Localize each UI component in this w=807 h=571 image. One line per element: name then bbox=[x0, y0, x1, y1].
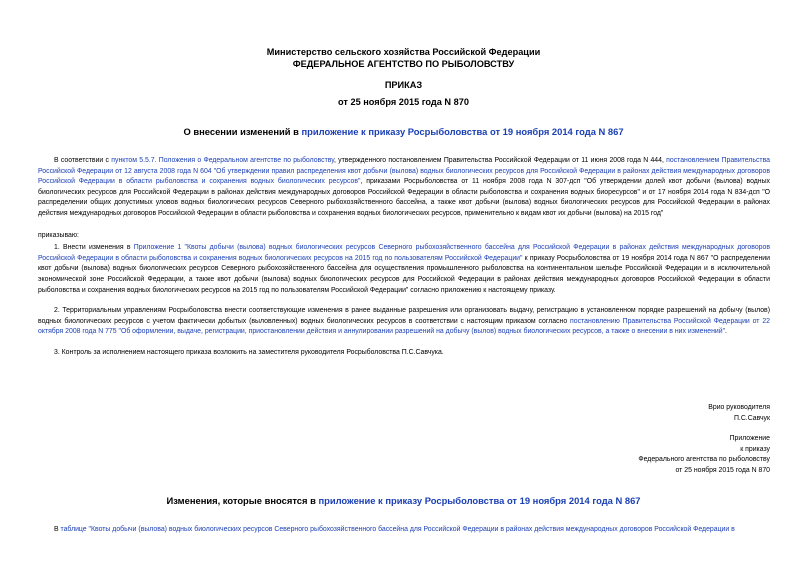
document-type: ПРИКАЗ bbox=[384, 80, 423, 90]
ministry-name: Министерство сельского хозяйства Российской Федерации bbox=[266, 47, 541, 57]
item-1-link-appendix[interactable]: Приложение 1 "Квоты добычи (вылова) водных биологических ресурсов Северного рыбохозяйственного бассейна для Российской Федерации в районах действия международных договоров Российской Федерации в области рыболовства и сохранения водных биологических ресурсов на 2015 год по пользователям Российской Федерации" bbox=[38, 244, 770, 262]
appendix-line-1: Приложение bbox=[729, 435, 770, 442]
item-1-text-1: 1. Внести изменения в bbox=[54, 244, 134, 252]
changes-title-prefix: Изменения, которые вносятся в bbox=[166, 495, 319, 506]
intro-text-3: , приказами Росрыболовства от 11 ноября 2008 года N 307-дсп "Об утверждении долей квот добычи (вылова) водных биологических ресурсов для Российской Федерации в районах действия международных договоров Российской Федерации в области рыболовства и сохранения водных биоресурсов" и от 17 ноября 2014 года N 834-дсп "О распределении общих допустимых уловов водных биологических ресурсов Северного рыбохозяйственного бассейна, а также квот добычи (вылова) водных биологических ресурсов для Российской Федерации в районах действия международных договоров Российской Федерации в области рыболовства и сохранения водных биологических ресурсов, применительно к видам квот их добычи (вылова) на 2015 год" bbox=[38, 178, 770, 217]
agency-name: ФЕДЕРАЛЬНОЕ АГЕНТСТВО ПО РЫБОЛОВСТВУ bbox=[292, 59, 515, 69]
intro-text-1: В соответствии с bbox=[54, 157, 112, 164]
appendix-block bbox=[638, 434, 770, 476]
document-title bbox=[0, 126, 807, 138]
intro-link-regulation[interactable]: пунктом 5.5.7. Положения о Федеральном агентстве по рыболовству bbox=[111, 157, 334, 164]
item-1-paragraph bbox=[38, 243, 770, 296]
signature-position: Врио руководителя bbox=[708, 404, 770, 411]
changes-first-line bbox=[38, 525, 778, 536]
changes-title bbox=[0, 495, 807, 507]
item-2-text-2: . bbox=[725, 328, 727, 336]
appendix-line-4: от 25 ноября 2015 года N 870 bbox=[675, 466, 770, 474]
last-line-text: В bbox=[54, 526, 61, 533]
appendix-line-3: Федерального агентства по рыболовству bbox=[638, 456, 770, 464]
title-link[interactable]: приложение к приказу Росрыболовства от 19 ноября 2014 года N 867 bbox=[301, 126, 624, 137]
intro-text-2: , утвержденного постановлением Правительства Российской Федерации от 11 июня 2008 года N 444, bbox=[334, 157, 667, 164]
changes-title-link[interactable]: приложение к приказу Росрыболовства от 19 ноября 2014 года N 867 bbox=[318, 495, 641, 506]
signature-name: П.С.Савчук bbox=[733, 414, 770, 422]
title-prefix: О внесении изменений в bbox=[183, 126, 302, 137]
item-1-text-2: к приказу Росрыболовства от 19 ноября 2014 года N 867 "О распределении квот добычи (вылова) водных биологических ресурсов Северного рыбохозяйственного бассейна для осуществления промышленного рыболовства на континентальном шельфе Российской Федерации и в исключительной экономической зоне Российской Федерации, а также квот добычи (вылова) водных биологических ресурсов для Российской Федерации в районах действия международных договоров Российской Федерации в области рыболовства и сохранения водных биологических ресурсов на 2015 год по пользователям Российской Федерации" согласно приложению к настоящему приказу. bbox=[38, 254, 770, 294]
document-body bbox=[38, 156, 770, 359]
document-date: от 25 ноября 2015 года N 870 bbox=[338, 97, 469, 107]
item-2-link-decree-775[interactable]: постановлению Правительства Российской Федерации от 22 октября 2008 года N 775 "Об оформлении, выдаче, регистрации, приостановлении действия и аннулировании разрешений на добычу (вылов) водных биологических ресурсов, а также о внесении в них изменений" bbox=[38, 317, 770, 336]
last-line-table-link[interactable]: таблице "Квоты добычи (вылова) водных биологических ресурсов Северного рыбохозяйственного бассейна для Российской Федерации в районах действия международных договоров Российской Федерации в bbox=[60, 526, 735, 533]
intro-paragraph bbox=[38, 156, 770, 220]
order-word: приказываю: bbox=[38, 231, 79, 239]
item-2-paragraph bbox=[38, 306, 770, 338]
signature-block bbox=[708, 403, 770, 424]
item-2-text-1: 2. Территориальным управлениям Росрыболовства внести соответствующие изменения в ранее выданные разрешения или организовать выдачу, регистрацию в установленном порядке разрешений на добычу (вылов) водных биологических ресурсов с учетом фактически добытых (выловленных) водных биологических ресурсов в соответствии с настоящим приказом согласно bbox=[38, 307, 770, 325]
intro-link-decree-604[interactable]: постановлением Правительства Российской Федерации от 12 августа 2008 года N 604 "Об утверждении правил распределения квот добычи (вылова) водных биологических ресурсов для Российской Федерации в районах действия международных договоров Российской Федерации в области рыболовства и сохранения водных биологических ресурсов" bbox=[38, 157, 770, 186]
appendix-line-2: к приказу bbox=[740, 445, 770, 453]
item-3-paragraph: 3. Контроль за исполнением настоящего приказа возложить на заместителя руководителя Росрыболовства П.С.Савчука. bbox=[54, 348, 444, 356]
